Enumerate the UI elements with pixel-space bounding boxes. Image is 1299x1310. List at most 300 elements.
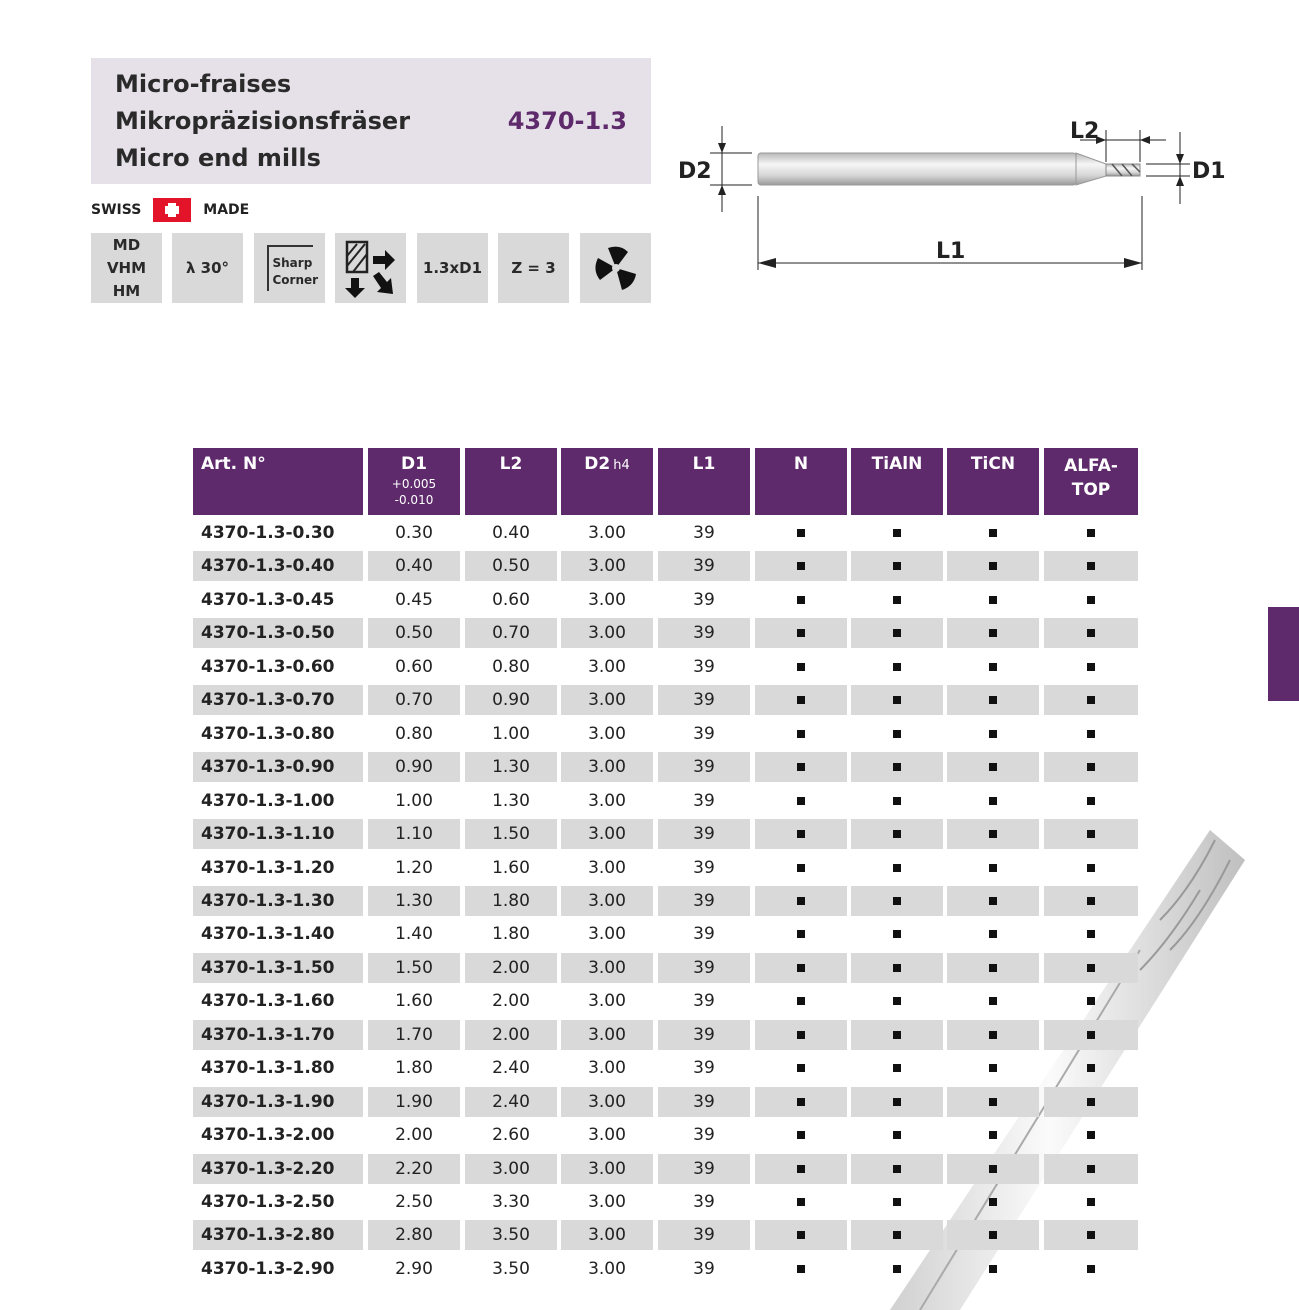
cell-l1: 39 (693, 1258, 715, 1279)
availability-square-icon (893, 663, 901, 671)
availability-square-icon (797, 797, 805, 805)
header-art-no (193, 448, 363, 515)
availability-square-icon (893, 997, 901, 1005)
availability-square-icon (797, 696, 805, 704)
corner-text: Corner (272, 273, 319, 287)
cutting-length-ratio-badge: 1.3xD1 (417, 233, 488, 303)
cell-l1: 39 (658, 618, 750, 648)
cell-l1: 39 (693, 1192, 715, 1212)
cell-alfatop-available (1044, 1020, 1138, 1050)
cell-ticn-available (947, 919, 1039, 949)
cell-l2: 2.00 (465, 1020, 557, 1050)
cell-alfatop-available (1044, 853, 1138, 883)
table-row (193, 953, 1138, 983)
cell-n-available (755, 1187, 847, 1217)
cell-art-no: 4370-1.3-1.80 (201, 1058, 335, 1079)
availability-square-icon (1087, 696, 1095, 704)
sharp-corner-badge (254, 233, 325, 303)
cell-art-no: 4370-1.3-1.50 (193, 953, 363, 983)
availability-square-icon (797, 964, 805, 972)
cell-n-available (755, 1120, 847, 1150)
cell-d1: 0.60 (395, 656, 433, 677)
cell-l1: 39 (693, 1125, 715, 1146)
cell-alfatop-available (1044, 986, 1138, 1016)
cell-d2: 3.00 (588, 924, 626, 945)
cell-n-available (755, 886, 847, 916)
cell-n-available (755, 1154, 847, 1184)
availability-square-icon (893, 596, 901, 604)
cell-l1: 39 (693, 1058, 715, 1079)
cell-l1: 39 (658, 1087, 750, 1117)
table-row (193, 585, 1138, 615)
header-d2-text: D2 (584, 454, 611, 474)
availability-square-icon (893, 830, 901, 838)
table-row (193, 853, 1138, 883)
cell-l2: 0.90 (465, 685, 557, 715)
availability-square-icon (1087, 997, 1095, 1005)
header-l2 (465, 448, 557, 515)
cell-d2: 3.00 (561, 1220, 653, 1250)
cell-d1: 2.90 (395, 1258, 433, 1279)
availability-square-icon (797, 763, 805, 771)
cell-art-no: 4370-1.3-2.50 (201, 1192, 335, 1212)
availability-square-icon (989, 997, 997, 1005)
cell-d2: 3.00 (588, 1258, 626, 1279)
cell-ticn-available (947, 819, 1039, 849)
availability-square-icon (797, 1198, 805, 1206)
cell-l1: 39 (658, 1154, 750, 1184)
availability-square-icon (893, 930, 901, 938)
cell-alfatop-available (1044, 1120, 1138, 1150)
cell-d2: 3.00 (561, 752, 653, 782)
header-l1 (658, 448, 750, 515)
availability-square-icon (893, 897, 901, 905)
cell-d2: 3.00 (561, 1154, 653, 1184)
cell-l1: 39 (658, 953, 750, 983)
cell-alfatop-available (1044, 1220, 1138, 1250)
availability-square-icon (797, 930, 805, 938)
cell-l1: 39 (693, 589, 715, 610)
sharp-corner-icon (267, 245, 319, 291)
availability-square-icon (1087, 562, 1095, 570)
table-row (193, 986, 1138, 1016)
swiss-text: SWISS (91, 202, 142, 218)
availability-square-icon (989, 1231, 997, 1239)
availability-square-icon (989, 964, 997, 972)
cell-n-available (755, 1087, 847, 1117)
table-row (193, 919, 1138, 949)
header-l2-label: L2 (499, 454, 523, 474)
d2-label: D2 (678, 159, 712, 184)
cell-d1: 0.45 (395, 589, 433, 610)
cell-tialn-available (851, 919, 943, 949)
availability-square-icon (893, 1231, 901, 1239)
swiss-made-label (91, 198, 249, 222)
cell-d1: 2.00 (395, 1125, 433, 1146)
three-flute-badge (580, 233, 651, 303)
cell-art-no: 4370-1.3-2.80 (193, 1220, 363, 1250)
cell-l2: 0.40 (492, 523, 530, 543)
cell-d1: 1.60 (395, 991, 433, 1012)
title-english: Micro end mills (115, 144, 321, 172)
availability-square-icon (989, 1064, 997, 1072)
cell-ticn-available (947, 551, 1039, 581)
cell-l1: 39 (658, 886, 750, 916)
cell-alfatop-available (1044, 551, 1138, 581)
availability-square-icon (893, 529, 901, 537)
cell-d1: 1.30 (368, 886, 460, 916)
header-alfatop-line1: ALFA- (1064, 456, 1118, 476)
availability-square-icon (989, 897, 997, 905)
l1-label: L1 (936, 239, 966, 264)
availability-square-icon (989, 596, 997, 604)
cell-art-no: 4370-1.3-0.45 (201, 589, 335, 610)
cell-l2: 2.40 (492, 1058, 530, 1079)
cell-tialn-available (851, 618, 943, 648)
cell-n-available (755, 652, 847, 682)
table-row (193, 551, 1138, 581)
cell-n-available (755, 853, 847, 883)
availability-square-icon (797, 864, 805, 872)
cell-l2: 3.00 (465, 1154, 557, 1184)
cell-l2: 1.30 (465, 752, 557, 782)
availability-square-icon (797, 663, 805, 671)
table-row (193, 652, 1138, 682)
cell-d2: 3.00 (561, 886, 653, 916)
header-ticn-label: TiCN (970, 454, 1016, 474)
cell-art-no: 4370-1.3-0.50 (193, 618, 363, 648)
availability-square-icon (989, 797, 997, 805)
cell-art-no: 4370-1.3-1.30 (193, 886, 363, 916)
helix-angle-badge: λ 30° (172, 233, 243, 303)
availability-square-icon (1087, 1031, 1095, 1039)
cell-d2: 3.00 (561, 953, 653, 983)
cell-alfatop-available (1044, 1254, 1138, 1284)
cell-tialn-available (851, 953, 943, 983)
availability-square-icon (797, 997, 805, 1005)
availability-square-icon (893, 964, 901, 972)
cell-l2: 1.30 (492, 790, 530, 811)
cell-l1: 39 (658, 819, 750, 849)
cell-ticn-available (947, 1053, 1039, 1083)
availability-square-icon (989, 1198, 997, 1206)
section-tab (1268, 607, 1299, 701)
cell-d1: 2.20 (368, 1154, 460, 1184)
d1-label: D1 (1192, 159, 1226, 184)
cell-ticn-available (947, 618, 1039, 648)
cell-art-no: 4370-1.3-0.80 (201, 723, 335, 744)
header-d1-tolerance (368, 476, 460, 508)
cell-ticn-available (947, 786, 1039, 816)
cell-l2: 0.80 (492, 656, 530, 677)
cell-art-no: 4370-1.3-1.90 (193, 1087, 363, 1117)
availability-square-icon (893, 730, 901, 738)
cell-n-available (755, 986, 847, 1016)
cell-ticn-available (947, 685, 1039, 715)
cell-n-available (755, 953, 847, 983)
availability-square-icon (989, 864, 997, 872)
cell-l1: 39 (693, 857, 715, 878)
table-row (193, 1187, 1138, 1217)
availability-square-icon (893, 797, 901, 805)
cell-n-available (755, 1254, 847, 1284)
cell-l2: 0.50 (465, 551, 557, 581)
cell-l2: 2.00 (492, 991, 530, 1012)
cell-l2: 2.00 (465, 953, 557, 983)
header-n (755, 448, 847, 515)
header-alfatop (1044, 448, 1138, 515)
header-art-label: Art. N° (201, 454, 266, 474)
availability-square-icon (797, 830, 805, 838)
availability-square-icon (1087, 1265, 1095, 1273)
cell-n-available (755, 919, 847, 949)
cell-l1: 39 (693, 991, 715, 1012)
material-md: MD (112, 235, 141, 254)
table-row (193, 1020, 1138, 1050)
availability-square-icon (1087, 897, 1095, 905)
cell-d2: 3.00 (588, 991, 626, 1012)
table-row (193, 819, 1138, 849)
tolerance-minus: -0.010 (394, 493, 434, 507)
cell-tialn-available (851, 1220, 943, 1250)
cell-ticn-available (947, 853, 1039, 883)
cell-n-available (755, 551, 847, 581)
availability-square-icon (1087, 930, 1095, 938)
cell-d2: 3.00 (588, 857, 626, 878)
table-row (193, 1220, 1138, 1250)
header-d1-label: D1 (401, 454, 427, 474)
availability-square-icon (893, 864, 901, 872)
title-german: Mikropräzisionsfräser (115, 107, 411, 135)
cell-d1: 0.90 (368, 752, 460, 782)
cell-l1: 39 (658, 752, 750, 782)
availability-square-icon (893, 696, 901, 704)
cell-alfatop-available (1044, 1187, 1138, 1217)
availability-square-icon (1087, 1198, 1095, 1206)
cell-ticn-available (947, 986, 1039, 1016)
availability-square-icon (989, 1165, 997, 1173)
cell-n-available (755, 1053, 847, 1083)
cell-d2: 3.00 (588, 723, 626, 744)
header-d2-tolerance: h4 (613, 458, 630, 473)
cell-n-available (755, 1020, 847, 1050)
cell-tialn-available (851, 1187, 943, 1217)
availability-square-icon (989, 1131, 997, 1139)
cell-ticn-available (947, 1254, 1039, 1284)
cell-art-no: 4370-1.3-1.20 (201, 857, 335, 878)
table-row (193, 685, 1138, 715)
cell-art-no: 4370-1.3-0.30 (201, 523, 335, 543)
availability-square-icon (797, 1231, 805, 1239)
cell-n-available (755, 685, 847, 715)
cell-l1: 39 (693, 656, 715, 677)
availability-square-icon (1087, 1098, 1095, 1106)
availability-square-icon (1087, 596, 1095, 604)
availability-square-icon (1087, 730, 1095, 738)
table-row (193, 1254, 1138, 1284)
availability-square-icon (893, 763, 901, 771)
cell-ticn-available (947, 752, 1039, 782)
cell-d1: 0.50 (368, 618, 460, 648)
cell-ticn-available (947, 1087, 1039, 1117)
cell-ticn-available (947, 1020, 1039, 1050)
l2-label: L2 (1070, 119, 1100, 144)
cell-d1: 1.90 (368, 1087, 460, 1117)
cell-art-no: 4370-1.3-0.40 (193, 551, 363, 581)
cell-d2: 3.00 (561, 1020, 653, 1050)
availability-square-icon (1087, 1165, 1095, 1173)
cell-d2: 3.00 (561, 618, 653, 648)
cell-art-no: 4370-1.3-1.40 (201, 924, 335, 945)
availability-square-icon (893, 1165, 901, 1173)
availability-square-icon (989, 1031, 997, 1039)
cell-n-available (755, 585, 847, 615)
cell-l2: 3.30 (492, 1192, 530, 1212)
cell-d1: 0.40 (368, 551, 460, 581)
availability-square-icon (893, 1098, 901, 1106)
cell-d1: 1.50 (368, 953, 460, 983)
availability-square-icon (1087, 629, 1095, 637)
availability-square-icon (1087, 1064, 1095, 1072)
cell-l1: 39 (693, 723, 715, 744)
header-d2 (561, 448, 653, 515)
cell-art-no: 4370-1.3-2.00 (201, 1125, 335, 1146)
cell-d1: 2.80 (368, 1220, 460, 1250)
availability-square-icon (797, 730, 805, 738)
cell-ticn-available (947, 1154, 1039, 1184)
cell-l2: 0.70 (465, 618, 557, 648)
header-alfatop-line2: TOP (1071, 480, 1111, 500)
cell-l1: 39 (658, 551, 750, 581)
availability-square-icon (1087, 830, 1095, 838)
cell-d1: 0.30 (395, 523, 433, 543)
availability-square-icon (797, 529, 805, 537)
material-badge (91, 233, 162, 303)
cell-alfatop-available (1044, 1154, 1138, 1184)
cell-tialn-available (851, 585, 943, 615)
cell-tialn-available (851, 719, 943, 749)
sharp-text: Sharp (272, 256, 313, 270)
cell-l1: 39 (658, 1020, 750, 1050)
cell-tialn-available (851, 1020, 943, 1050)
header-alfatop-label (1044, 454, 1138, 502)
cutting-direction-badge (335, 233, 406, 303)
cell-d2: 3.00 (588, 589, 626, 610)
header-ticn (947, 448, 1039, 515)
availability-square-icon (989, 763, 997, 771)
cell-tialn-available (851, 1053, 943, 1083)
cell-tialn-available (851, 886, 943, 916)
cell-tialn-available (851, 1087, 943, 1117)
table-row (193, 618, 1138, 648)
availability-square-icon (797, 1131, 805, 1139)
availability-square-icon (989, 562, 997, 570)
cell-ticn-available (947, 652, 1039, 682)
availability-square-icon (893, 1031, 901, 1039)
cell-ticn-available (947, 585, 1039, 615)
availability-square-icon (1087, 1231, 1095, 1239)
cell-alfatop-available (1044, 1053, 1138, 1083)
availability-square-icon (989, 930, 997, 938)
cell-n-available (755, 786, 847, 816)
cell-l2: 3.50 (465, 1220, 557, 1250)
article-code: 4370-1.3 (507, 107, 627, 135)
cell-tialn-available (851, 1254, 943, 1284)
availability-square-icon (1087, 763, 1095, 771)
table-row (193, 786, 1138, 816)
cell-n-available (755, 719, 847, 749)
cell-tialn-available (851, 1154, 943, 1184)
cell-art-no: 4370-1.3-0.70 (193, 685, 363, 715)
table-row (193, 1087, 1138, 1117)
cell-d1: 1.10 (368, 819, 460, 849)
swiss-flag-icon (153, 198, 191, 222)
cell-ticn-available (947, 886, 1039, 916)
cell-alfatop-available (1044, 886, 1138, 916)
availability-square-icon (1087, 864, 1095, 872)
cell-l2: 0.60 (492, 589, 530, 610)
cell-d1: 1.80 (395, 1058, 433, 1079)
availability-square-icon (893, 1198, 901, 1206)
cutting-direction-icon (339, 236, 403, 300)
availability-square-icon (1087, 529, 1095, 537)
cell-ticn-available (947, 1120, 1039, 1150)
availability-square-icon (989, 830, 997, 838)
material-vhm: VHM (106, 258, 147, 277)
availability-square-icon (893, 629, 901, 637)
cell-art-no: 4370-1.3-1.70 (193, 1020, 363, 1050)
availability-square-icon (893, 562, 901, 570)
cell-alfatop-available (1044, 719, 1138, 749)
cell-art-no: 4370-1.3-0.90 (193, 752, 363, 782)
cell-l2: 1.60 (492, 857, 530, 878)
availability-square-icon (1087, 797, 1095, 805)
tolerance-plus: +0.005 (391, 477, 437, 491)
cell-ticn-available (947, 1220, 1039, 1250)
cell-l1: 39 (658, 685, 750, 715)
availability-square-icon (1087, 1131, 1095, 1139)
cell-d2: 3.00 (588, 1192, 626, 1212)
cell-tialn-available (851, 986, 943, 1016)
table-row (193, 518, 1138, 548)
cell-tialn-available (851, 752, 943, 782)
availability-square-icon (797, 629, 805, 637)
cell-d2: 3.00 (561, 685, 653, 715)
cell-d1: 1.20 (395, 857, 433, 878)
availability-square-icon (797, 1265, 805, 1273)
cell-art-no: 4370-1.3-2.20 (193, 1154, 363, 1184)
cell-tialn-available (851, 786, 943, 816)
availability-square-icon (989, 696, 997, 704)
cell-l1: 39 (658, 1220, 750, 1250)
cell-ticn-available (947, 1187, 1039, 1217)
cell-d2: 3.00 (588, 790, 626, 811)
flute-count-badge: Z = 3 (498, 233, 569, 303)
cell-d2: 3.00 (588, 1125, 626, 1146)
cell-n-available (755, 1220, 847, 1250)
cell-tialn-available (851, 685, 943, 715)
cell-tialn-available (851, 819, 943, 849)
cell-alfatop-available (1044, 685, 1138, 715)
cell-art-no: 4370-1.3-1.60 (201, 991, 335, 1012)
cell-n-available (755, 819, 847, 849)
header-tialn-label: TiAlN (871, 454, 923, 474)
cell-d1: 0.80 (395, 723, 433, 744)
cell-alfatop-available (1044, 953, 1138, 983)
cell-d1: 1.40 (395, 924, 433, 945)
cell-d2: 3.00 (561, 551, 653, 581)
availability-square-icon (1087, 663, 1095, 671)
